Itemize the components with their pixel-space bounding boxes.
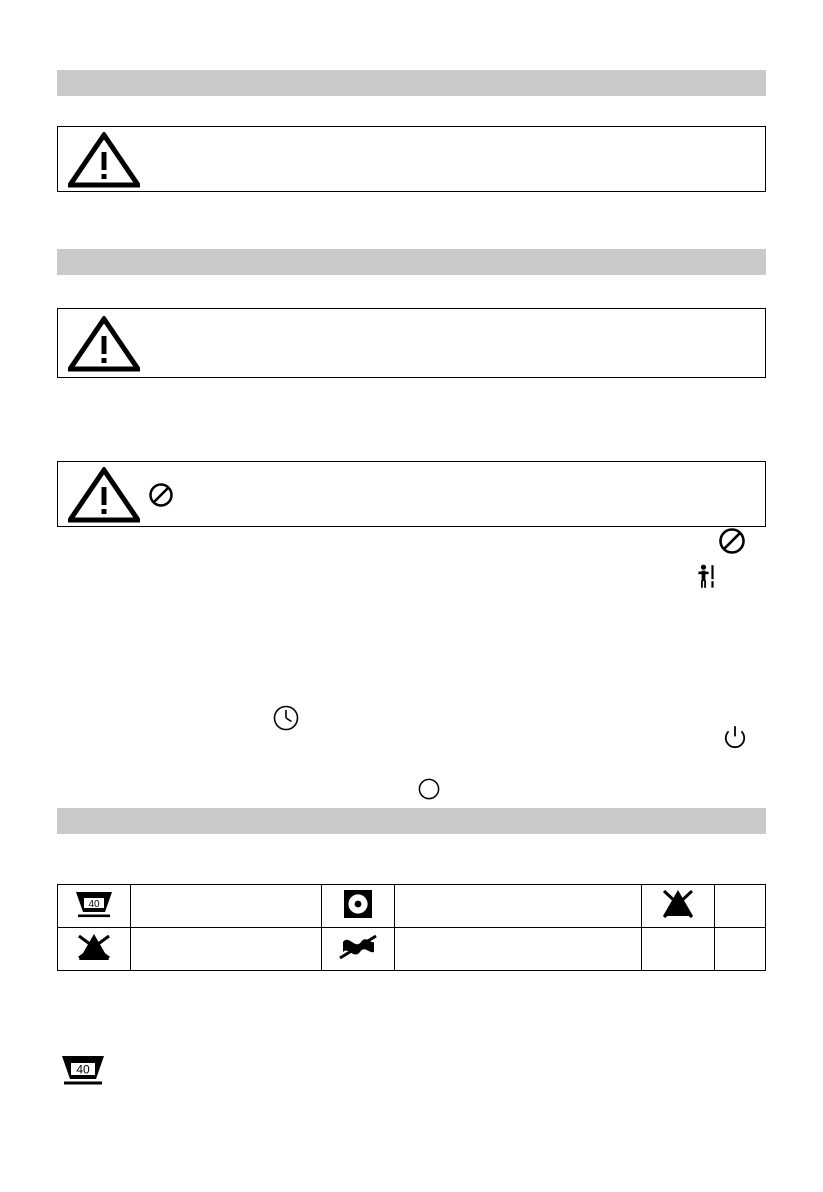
table-row <box>58 885 766 928</box>
warning-box-1 <box>57 126 766 192</box>
tumble-dry-icon <box>335 887 381 921</box>
do-not-dry-clean-icon <box>71 930 117 964</box>
section-band-1 <box>57 70 766 96</box>
care-cell-text <box>642 928 715 971</box>
prohibition-icon <box>718 527 746 555</box>
svg-text:40: 40 <box>88 898 100 910</box>
svg-text:40: 40 <box>76 1062 90 1077</box>
do-not-wring-icon <box>335 930 381 964</box>
timer-icon <box>272 704 300 732</box>
no-disassemble-icon <box>694 563 720 589</box>
care-cell-symbol <box>58 885 131 928</box>
care-symbol-table <box>57 884 766 971</box>
warning-box-2 <box>57 308 766 378</box>
care-cell-text <box>395 885 642 928</box>
care-cell-symbol <box>58 928 131 971</box>
care-cell-text <box>714 885 765 928</box>
care-cell-symbol <box>642 885 715 928</box>
power-icon <box>722 724 748 750</box>
care-cell-text <box>130 928 321 971</box>
table-row <box>58 928 766 971</box>
section-band-3 <box>57 808 766 834</box>
warning-triangle-icon <box>68 316 140 372</box>
care-cell-symbol <box>322 885 395 928</box>
circle-icon <box>417 777 441 801</box>
warning-box-3 <box>57 461 766 527</box>
care-cell-text <box>130 885 321 928</box>
care-cell-text <box>714 928 765 971</box>
prohibition-icon <box>148 482 174 508</box>
warning-triangle-icon <box>68 467 140 523</box>
care-cell-symbol <box>322 928 395 971</box>
do-not-bleach-icon <box>655 887 701 921</box>
section-band-2 <box>57 249 766 275</box>
warning-triangle-icon <box>68 132 140 188</box>
care-cell-text <box>395 928 642 971</box>
wash-40-icon <box>71 887 117 921</box>
wash-40-icon <box>57 1050 109 1090</box>
